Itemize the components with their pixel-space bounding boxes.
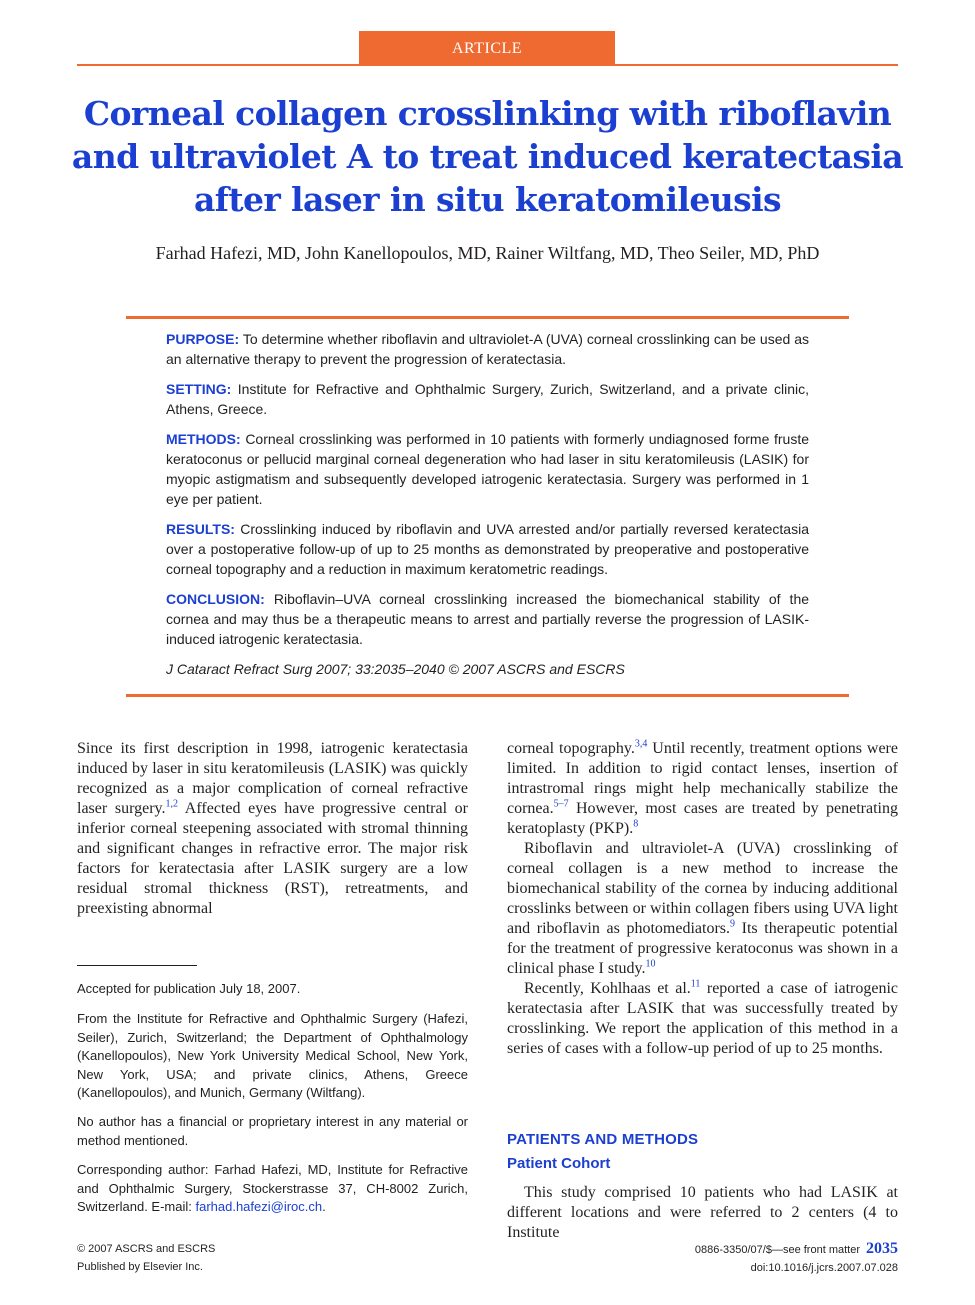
abstract-bottom-rule	[126, 694, 849, 697]
article-title: Corneal collagen crosslinking with riboflavin and ultraviolet A to treat induced keratectasia after laser in situ keratomileusis	[71, 94, 904, 219]
footer-issn: 0886-3350/07/$—see front matter	[694, 1244, 860, 1256]
footnote-corresponding: Corresponding author: Farhad Hafezi, MD, Institute for Refractive and Ophthalmic Surgery, Stockerstrasse 37, CH-8002 Zurich, Switzerland. E-mail: farhad.hafezi@iroc.ch.	[77, 1162, 468, 1214]
ref-link[interactable]: 1,2	[165, 798, 179, 810]
paragraph: corneal topography.$^{3,4}$ Until recently, treatment options were limited. In addition to rigid contact lenses, insertion of intrastromal rings might help mechanically stabilize the cornea.$^{5-7}$ However, most cases are treated by penetrating keratoplasty (PKP).$^8$	[507, 738, 898, 837]
paragraph: Riboflavin and ultraviolet-A (UVA) crosslinking of corneal collagen is a new method to increase the biomechanical stability of the cornea by inducing additional crosslinks between or within collagen fibers using UVA light and riboflavin as photomediators.$^9$ Its therapeutic potential for the treatment of progressive keratoconus was shown in a clinical phase I study.$^{10}$	[507, 840, 898, 977]
ref-link[interactable]: 11	[690, 978, 701, 990]
abstract-top-rule	[126, 316, 849, 319]
abstract-setting: SETTING: Institute for Refractive and Ophthalmic Surgery, Zurich, Switzerland, and a private clinic, Athens, Greece.	[166, 381, 810, 417]
footnote-disclosure: No author has a financial or proprietary interest in any material or method mentioned.	[77, 1114, 468, 1148]
abstract-results: RESULTS: Crosslinking induced by riboflavin and UVA arrested and/or partially reversed keratectasia over a postoperative follow-up of up to 25 months as demonstrated by preoperative and postoperative corneal topography and a reduction in maximum keratometric readings.	[166, 521, 809, 577]
intro-paragraph: Since its first description in 1998, iatrogenic keratectasia induced by laser in situ keratomileusis (LASIK) was quickly recognized as a major complication of corneal refractive laser surgery.$^{1,2}$ Affected eyes have progressive central or inferior corneal steepening associated with stromal thinning and significant changes in refractive error. The major risk factors for keratectasia after LASIK surgery are a low residual stromal thickness (RST), retreatments, and preexisting abnormal	[77, 740, 469, 917]
journal-citation: J Cataract Refract Surg 2007; 33:2035–2040 © 2007 ASCRS and ESCRS	[166, 661, 625, 677]
paragraph: Recently, Kohlhaas et al.$^{11}$ reported a case of iatrogenic keratectasia after LASIK that was successfully treated by crosslinking. We report the application of this method in a series of cases with a follow-up period of up to 25 months.	[507, 978, 898, 1057]
footer-doi: doi:10.1016/j.jcrs.2007.07.028	[750, 1262, 898, 1274]
abstract-methods: METHODS: Corneal crosslinking was performed in 10 patients with formerly undiagnosed forme fruste keratoconus or pellucid marginal corneal degeneration who had laser in situ keratomileusis (LASIK) for myopic astigmatism and subsequently developed iatrogenic keratectasia. Surgery was performed in 1 eye per patient.	[166, 431, 810, 507]
ref-link[interactable]: 9	[730, 918, 735, 930]
footer-copyright: © 2007 ASCRS and ESCRS	[77, 1243, 216, 1255]
footer-left	[77, 1240, 215, 1276]
section-heading: PATIENTS AND METHODS	[507, 1131, 699, 1148]
ref-link[interactable]: 5–7	[553, 798, 569, 810]
abstract-conclusion: CONCLUSION: Riboflavin–UVA corneal crosslinking increased the biomechanical stability of the cornea and may thus be a therapeutic means to arrest and partially reverse the progression of LASIK-induced iatrogenic keratectasia.	[166, 591, 810, 647]
abstract	[166, 329, 809, 689]
subsection-heading: Patient Cohort	[507, 1155, 611, 1172]
ref-link[interactable]: 10	[645, 958, 656, 970]
footer-publisher: Published by Elsevier Inc.	[77, 1261, 203, 1273]
footnote-affiliation: From the Institute for Refractive and Ophthalmic Surgery (Hafezi, Seiler), Zurich, Switzerland; the Department of Ophthalmology (Kanellopoulos), New York University Medical School, New York, New York, USA; and private clinics, Athens, Greece (Kanellopoulos), and Munich, Germany (Wiltfang).	[77, 1011, 468, 1100]
patient-cohort-paragraph: This study comprised 10 patients who had LASIK at different locations and were referred to 2 centers (4 to Institute	[507, 1184, 898, 1241]
body-column-left	[77, 739, 468, 919]
page-number: 2035	[866, 1240, 898, 1257]
footer-right	[600, 1240, 898, 1277]
article-type-tag: ARTICLE	[359, 31, 615, 65]
email-link[interactable]: farhad.hafezi@iroc.ch	[195, 1199, 323, 1214]
abstract-purpose: PURPOSE: To determine whether riboflavin and ultraviolet-A (UVA) corneal crosslinking can be used as an alternative therapy to prevent the progression of keratectasia.	[166, 331, 810, 367]
author-list: Farhad Hafezi, MD, John Kanellopoulos, MD, Rainer Wiltfang, MD, Theo Seiler, MD, PhD	[155, 243, 820, 263]
ref-link[interactable]: 8	[633, 818, 639, 830]
ref-link[interactable]: 3,4	[634, 738, 648, 750]
body-column-right	[507, 739, 898, 1059]
footnote-rule	[77, 965, 197, 966]
footnote-accepted: Accepted for publication July 18, 2007.	[77, 981, 301, 996]
